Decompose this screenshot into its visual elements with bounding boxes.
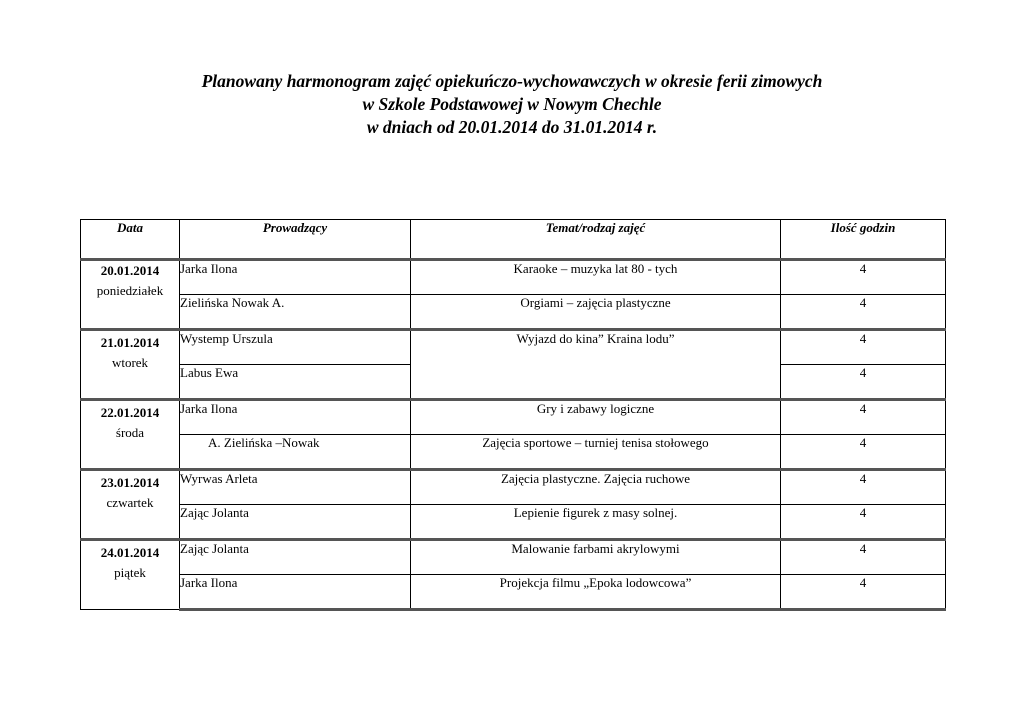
header-date: Data bbox=[81, 220, 180, 260]
date-cell bbox=[81, 400, 180, 470]
date-value: 22.01.2014 bbox=[100, 405, 160, 420]
leader-cell: Labus Ewa bbox=[180, 365, 411, 400]
table-row bbox=[81, 470, 946, 505]
hours-cell: 4 bbox=[781, 295, 946, 330]
topic-cell: Gry i zabawy logiczne bbox=[411, 400, 781, 435]
weekday-value: wtorek bbox=[111, 355, 149, 370]
table-row bbox=[81, 575, 946, 610]
date-cell bbox=[81, 540, 180, 610]
header-topic: Temat/rodzaj zajęć bbox=[411, 220, 781, 260]
date-value: 21.01.2014 bbox=[100, 335, 160, 350]
leader-cell: Jarka Ilona bbox=[180, 260, 411, 295]
leader-cell: Wystemp Urszula bbox=[180, 330, 411, 365]
topic-cell: Orgiami – zajęcia plastyczne bbox=[411, 295, 781, 330]
hours-cell: 4 bbox=[781, 330, 946, 365]
weekday-value: piątek bbox=[114, 565, 146, 580]
table-row bbox=[81, 295, 946, 330]
date-value: 23.01.2014 bbox=[100, 475, 160, 490]
leader-cell: Jarka Ilona bbox=[180, 575, 411, 610]
leader-cell: Jarka Ilona bbox=[180, 400, 411, 435]
table-row bbox=[81, 435, 946, 470]
merged-topic-cell: Wyjazd do kina” Kraina lodu” bbox=[411, 330, 781, 400]
topic-cell: Karaoke – muzyka lat 80 - tych bbox=[411, 260, 781, 295]
table-row bbox=[81, 330, 946, 365]
title-line-2: w Szkole Podstawowej w Nowym Chechle bbox=[362, 94, 662, 114]
hours-cell: 4 bbox=[781, 575, 946, 610]
leader-cell: Zielińska Nowak A. bbox=[180, 295, 411, 330]
date-value: 24.01.2014 bbox=[100, 545, 160, 560]
hours-cell: 4 bbox=[781, 540, 946, 575]
table-header-row bbox=[81, 220, 946, 260]
date-cell bbox=[81, 470, 180, 540]
table-row bbox=[81, 260, 946, 295]
date-value: 20.01.2014 bbox=[100, 263, 160, 278]
weekday-value: czwartek bbox=[106, 495, 154, 510]
header-leader: Prowadzący bbox=[180, 220, 411, 260]
document-title bbox=[0, 70, 1024, 139]
hours-cell: 4 bbox=[781, 470, 946, 505]
header-hours: Ilość godzin bbox=[781, 220, 946, 260]
weekday-value: poniedziałek bbox=[96, 283, 164, 298]
title-line-3: w dniach od 20.01.2014 do 31.01.2014 r. bbox=[366, 117, 658, 137]
topic-cell: Malowanie farbami akrylowymi bbox=[411, 540, 781, 575]
hours-cell: 4 bbox=[781, 435, 946, 470]
leader-cell: Zając Jolanta bbox=[180, 505, 411, 540]
topic-cell: Zajęcia sportowe – turniej tenisa stołowego bbox=[411, 435, 781, 470]
title-line-1: Planowany harmonogram zajęć opiekuńczo-wychowawczych w okresie ferii zimowych bbox=[201, 71, 823, 91]
hours-cell: 4 bbox=[781, 400, 946, 435]
topic-cell: Projekcja filmu „Epoka lodowcowa” bbox=[411, 575, 781, 610]
schedule-table bbox=[80, 219, 946, 611]
hours-cell: 4 bbox=[781, 365, 946, 400]
table-row bbox=[81, 400, 946, 435]
topic-cell: Zajęcia plastyczne. Zajęcia ruchowe bbox=[411, 470, 781, 505]
hours-cell: 4 bbox=[781, 505, 946, 540]
table-row bbox=[81, 505, 946, 540]
hours-cell: 4 bbox=[781, 260, 946, 295]
date-cell bbox=[81, 260, 180, 330]
table-row bbox=[81, 540, 946, 575]
topic-cell: Lepienie figurek z masy solnej. bbox=[411, 505, 781, 540]
leader-cell: A. Zielińska –Nowak bbox=[180, 435, 411, 470]
date-cell bbox=[81, 330, 180, 400]
leader-cell: Zając Jolanta bbox=[180, 540, 411, 575]
weekday-value: środa bbox=[115, 425, 145, 440]
leader-cell: Wyrwas Arleta bbox=[180, 470, 411, 505]
